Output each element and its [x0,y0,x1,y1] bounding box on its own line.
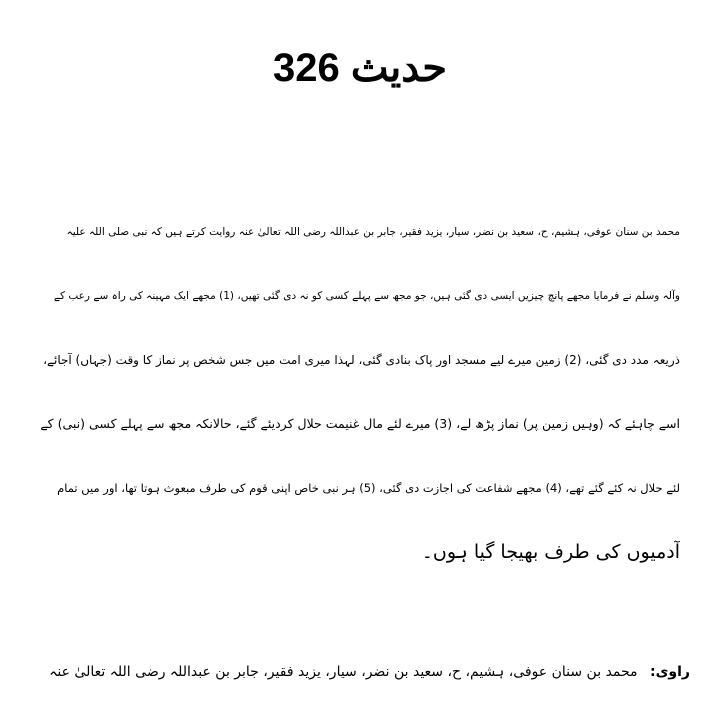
body-line: ذریعہ مدد دی گئی، (2) زمین میرے لیے مسجد اور پاک بنادی گئی، لہذا میری امت میں جس شخص پر نماز کا وقت (جہاں) آجائے، [43,353,680,367]
hadith-body [40,200,680,584]
body-line: وآلہ وسلم نے فرمایا مجھے پانچ چیزیں ایسی دی گئی ہیں، جو مجھ سے پہلے کسی کو نہ دی گئی تھیں، (1) مجھے ایک مہینہ کی راہ سے رعب کے [53,290,680,302]
body-line: آدمیوں کی طرف بھیجا گیا ہوں۔ [421,541,680,563]
body-line: لئے حلال نہ کئے گئے تھے، (4) مجھے شفاعت کی اجازت دی گئی، (5) ہر نبی خاص اپنی قوم کی طرف مبعوث ہوتا تھا، اور میں تمام [57,481,680,495]
page-title: حدیث 326 [273,46,447,90]
narrator-row [40,652,690,692]
narrator-names: محمد بن سنان عوفی، ہشیم، ح، سعید بن نضر، سیار، یزید فقیر، جابر بن عبداللہ رضی اللہ تعالیٰ عنہ [49,664,638,680]
body-line: اسے چاہئے کہ (وہیں زمین پر) نماز پڑھ لے، (3) میرے لئے مال غنیمت حلال کردیئے گئے، حالانکہ مجھ سے پہلے کسی (نبی) کے [40,416,680,431]
body-line: محمد بن سنان عوفی، ہشیم، ح، سعید بن نضر، سیار، یزید فقیر، جابر بن عبداللہ رضی اللہ تعالیٰ عنہ روایت کرتے ہیں کہ نبی صلی اللہ علیہ [66,226,680,238]
narrator-label: راوی: [650,664,690,680]
